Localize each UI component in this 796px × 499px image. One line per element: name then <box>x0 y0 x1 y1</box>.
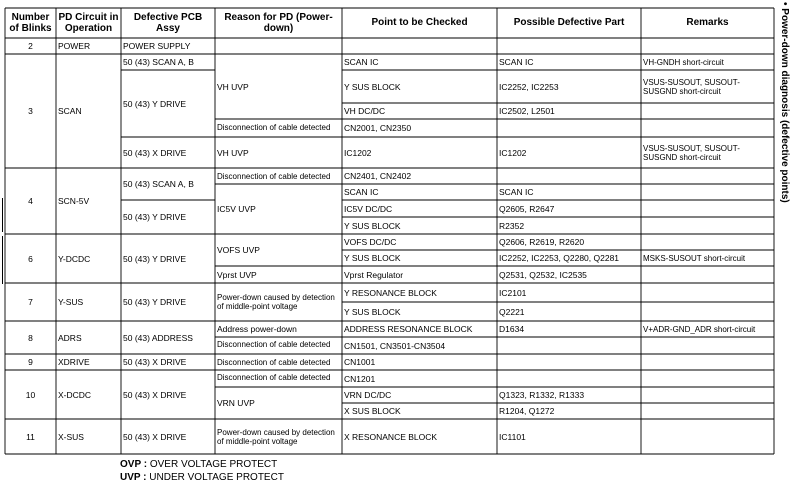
point-scan-ic-5v: SCAN IC <box>344 187 379 197</box>
part-q2605-r2647: Q2605, R2647 <box>499 203 555 214</box>
circuit-y-sus: Y-SUS <box>58 297 84 307</box>
blinks-2: 2 <box>28 41 33 51</box>
point-y-sus-block-sus: Y SUS BLOCK <box>344 306 401 317</box>
reason-middle-point-x: Power-down caused by detection of middle-point voltage <box>217 427 335 446</box>
remark-vsus-susout: VSUS-SUSOUT, SUSOUT-SUSGND short-circuit <box>643 77 740 96</box>
point-ic5v-dcdc: IC5V DC/DC <box>344 203 393 214</box>
legend-uvp <box>120 472 284 483</box>
point-address-resonance: ADDRESS RESONANCE BLOCK <box>344 324 473 334</box>
pcb-y-drive-dcdc: 50 (43) Y DRIVE <box>123 253 186 264</box>
part-ic2252-q2281: IC2252, IC2253, Q2280, Q2281 <box>499 253 620 263</box>
reason-cable-adrs: Disconnection of cable detected <box>217 339 331 349</box>
blinks-7: 7 <box>28 297 33 307</box>
point-vh-dcdc: VH DC/DC <box>344 106 386 116</box>
part-q2221: Q2221 <box>499 306 525 317</box>
point-cn1001: CN1001 <box>344 357 376 367</box>
pcb-x-drive-9: 50 (43) X DRIVE <box>123 357 187 367</box>
blinks-4: 4 <box>28 196 33 206</box>
part-scan-ic: SCAN IC <box>499 57 534 67</box>
remark-vsus-susout-x: VSUS-SUSOUT, SUSOUT-SUSGND short-circuit <box>643 143 740 162</box>
header-circuit: PD Circuit in Operation <box>58 11 119 34</box>
blinks-9: 9 <box>28 357 33 367</box>
point-cn1201: CN1201 <box>344 373 376 384</box>
remark-msks-susout: MSKS-SUSOUT short-circuit <box>643 253 746 263</box>
point-scan-ic: SCAN IC <box>344 57 379 67</box>
reason-cable-xdrive: Disconnection of cable detected <box>217 357 331 367</box>
circuit-x-dcdc: X-DCDC <box>58 389 92 400</box>
part-ic2252-ic2253: IC2252, IC2253 <box>499 81 559 92</box>
point-cn1501: CN1501, CN3501-CN3504 <box>344 340 446 351</box>
reason-vofs-uvp: VOFS UVP <box>217 245 260 255</box>
part-scan-ic-5v: SCAN IC <box>499 187 534 197</box>
pcb-y-drive: 50 (43) Y DRIVE <box>123 98 186 109</box>
pcb-x-drive-11: 50 (43) X DRIVE <box>123 431 187 442</box>
point-x-sus-block: X SUS BLOCK <box>344 406 401 416</box>
point-y-sus-block-dcdc: Y SUS BLOCK <box>344 253 401 263</box>
part-r1204-q1272: R1204, Q1272 <box>499 406 555 416</box>
pcb-power-supply: POWER SUPPLY <box>123 41 191 51</box>
part-d1634: D1634 <box>499 324 525 334</box>
blinks-10: 10 <box>25 389 36 400</box>
point-y-sus-block: Y SUS BLOCK <box>344 81 401 92</box>
point-cn2001-cn2350: CN2001, CN2350 <box>344 123 412 133</box>
part-q1323: Q1323, R1332, R1333 <box>499 390 585 400</box>
legend-uvp-sep: : <box>140 472 150 483</box>
reason-vh-uvp: VH UVP <box>217 81 249 92</box>
part-q2531: Q2531, Q2532, IC2535 <box>499 269 587 280</box>
margin-tick-upper <box>2 198 3 232</box>
legend-uvp-text: UNDER VOLTAGE PROTECT <box>149 472 284 483</box>
point-cn2401-cn2402: CN2401, CN2402 <box>344 171 412 181</box>
pcb-scan-ab-5v: 50 (43) SCAN A, B <box>123 179 194 189</box>
reason-cable-scn5v: Disconnection of cable detected <box>217 171 331 181</box>
blinks-6: 6 <box>28 253 33 264</box>
reason-cable-xdcdc: Disconnection of cable detected <box>217 372 331 382</box>
legend-ovp-text: OVER VOLTAGE PROTECT <box>149 459 278 470</box>
header-remarks: Remarks <box>686 17 729 29</box>
reason-middle-point-y: Power-down caused by detection of middle-point voltage <box>217 293 335 311</box>
legend-ovp-abbr: OVP <box>120 459 141 470</box>
reason-vprst-uvp: Vprst UVP <box>217 269 257 280</box>
point-y-resonance: Y RESONANCE BLOCK <box>344 287 437 298</box>
point-ic1202: IC1202 <box>344 147 372 158</box>
circuit-scn-5v: SCN-5V <box>58 196 90 206</box>
part-q2606: Q2606, R2619, R2620 <box>499 237 585 247</box>
blinks-8: 8 <box>28 332 33 343</box>
header-pcb: Defective PCB Assy <box>133 11 203 34</box>
header-point: Point to be Checked <box>371 17 468 29</box>
circuit-x-sus: X-SUS <box>58 431 84 442</box>
remark-vadr-gnd: V+ADR-GND_ADR short-circuit <box>643 324 756 334</box>
pcb-scan-ab: 50 (43) SCAN A, B <box>123 57 194 67</box>
reason-ic5v-uvp: IC5V UVP <box>217 204 256 214</box>
pcb-address: 50 (43) ADDRESS <box>123 332 193 343</box>
pcb-x-drive-10: 50 (43) X DRIVE <box>123 389 187 400</box>
legend-uvp-abbr: UVP <box>120 472 141 483</box>
header-reason: Reason for PD (Power-down) <box>224 11 333 34</box>
part-ic1101: IC1101 <box>499 431 526 442</box>
circuit-power: POWER <box>58 41 91 51</box>
blinks-11: 11 <box>26 431 35 442</box>
pcb-y-drive-sus: 50 (43) Y DRIVE <box>123 297 186 307</box>
header-part: Possible Defective Part <box>513 17 625 29</box>
point-x-resonance: X RESONANCE BLOCK <box>344 431 438 442</box>
point-vrn-dcdc: VRN DC/DC <box>344 390 392 400</box>
reason-vh-uvp-x: VH UVP <box>217 147 249 158</box>
part-ic1202: IC1202 <box>499 147 527 158</box>
part-ic2101: IC2101 <box>499 287 527 298</box>
header-blinks: Number of Blinks <box>9 11 52 34</box>
legend-ovp-sep: : <box>140 459 150 470</box>
circuit-y-dcdc: Y-DCDC <box>58 253 91 264</box>
side-title: • Power-down diagnosis (defective points) <box>779 2 790 203</box>
part-ic2502-l2501: IC2502, L2501 <box>499 106 555 116</box>
pcb-y-drive-5v: 50 (43) Y DRIVE <box>123 212 186 222</box>
circuit-scan: SCAN <box>58 106 82 116</box>
reason-vrn-uvp: VRN UVP <box>217 398 255 408</box>
point-y-sus-block-5v: Y SUS BLOCK <box>344 220 401 231</box>
point-vofs-dcdc: VOFS DC/DC <box>344 237 397 247</box>
reason-address-pd: Address power-down <box>217 324 297 334</box>
circuit-xdrive: XDRIVE <box>58 357 90 367</box>
remark-vh-gndh: VH-GNDH short-circuit <box>643 57 724 67</box>
reason-cable-scan: Disconnection of cable detected <box>217 122 331 132</box>
blinks-3: 3 <box>28 106 33 116</box>
legend-ovp <box>120 459 277 470</box>
point-vprst-regulator: Vprst Regulator <box>344 269 404 280</box>
part-r2352: R2352 <box>499 220 525 231</box>
margin-tick-lower <box>2 236 3 284</box>
circuit-adrs: ADRS <box>58 332 82 343</box>
pcb-x-drive-scan: 50 (43) X DRIVE <box>123 147 187 158</box>
